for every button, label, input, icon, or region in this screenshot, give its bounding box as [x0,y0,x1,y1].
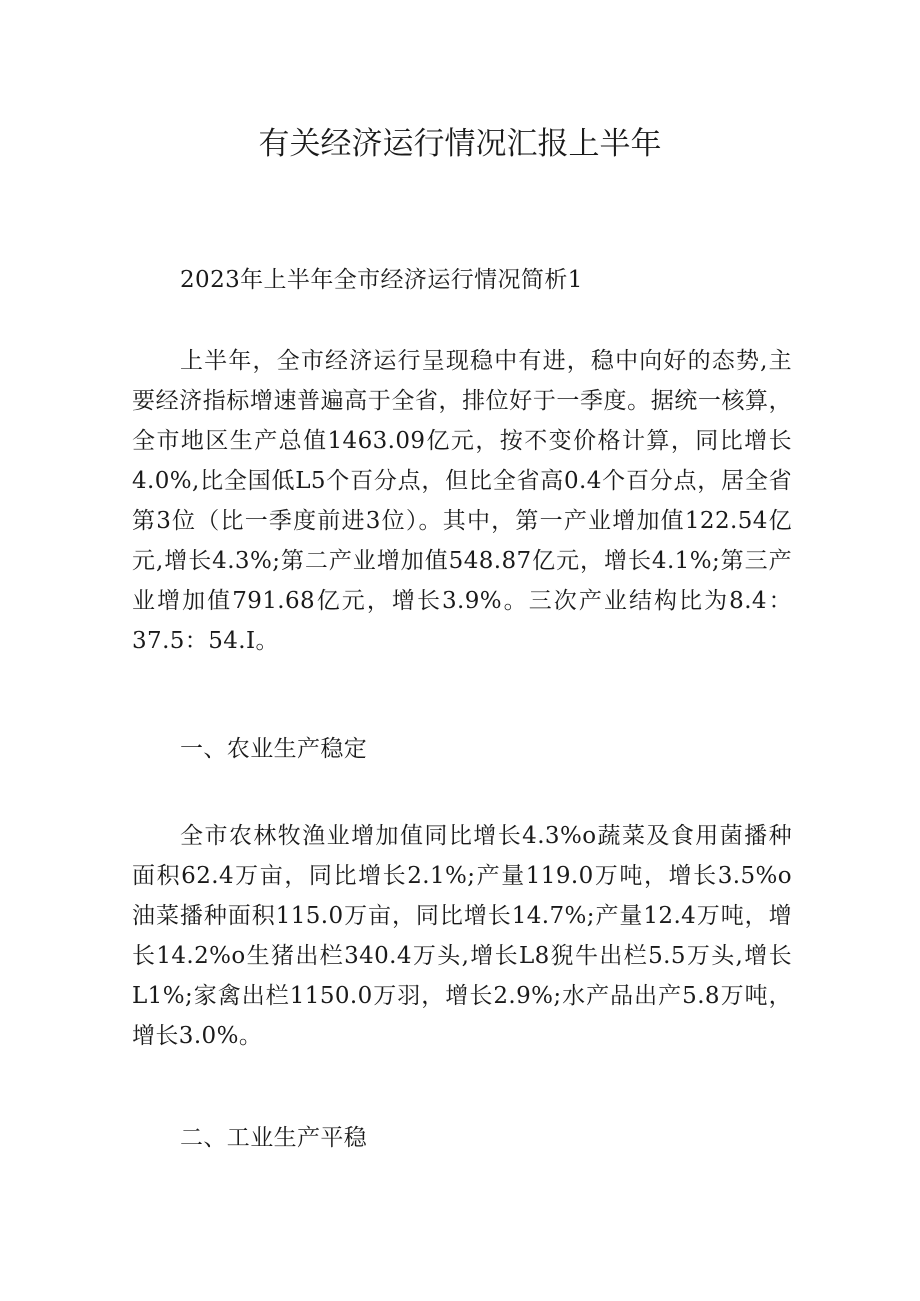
document-title: 有关经济运行情况汇报上半年 [258,126,662,162]
section-heading-agriculture: 一、农业生产稳定 [180,736,368,762]
document-subtitle: 2023年上半年全市经济运行情况简析1 [180,267,583,293]
section-paragraph-agriculture: 全市农林牧渔业增加值同比增长4.3%o蔬菜及食用菌播种面积62.4万亩，同比增长2.1%;产量119.0万吨，增长3.5%o油菜播种面积115.0万亩，同比增长14.7%;产量12.4万吨，增长14.2%o生猪出栏340.4万头,增长L8猊牛出栏5.5万头,增长L1%;家禽出栏1150.0万羽，增长2.9%;水产品出产5.8万吨，增长3.0%。 [132,823,792,1049]
intro-paragraph: 上半年，全市经济运行呈现稳中有进，稳中向好的态势,主要经济指标增速普遍高于全省，排位好于一季度。据统一核算，全市地区生产总值1463.09亿元，按不变价格计算，同比增长4.0%,比全国低L5个百分点，但比全省高0.4个百分点，居全省第3位（比一季度前进3位）。其中，第一产业增加值122.54亿元,增长4.3%;第二产业增加值548.87亿元，增长4.1%;第三产业增加值791.68亿元，增长3.9%。三次产业结构比为8.4：37.5：54.I。 [132,348,792,654]
section-heading-industry: 二、工业生产平稳 [180,1125,368,1151]
